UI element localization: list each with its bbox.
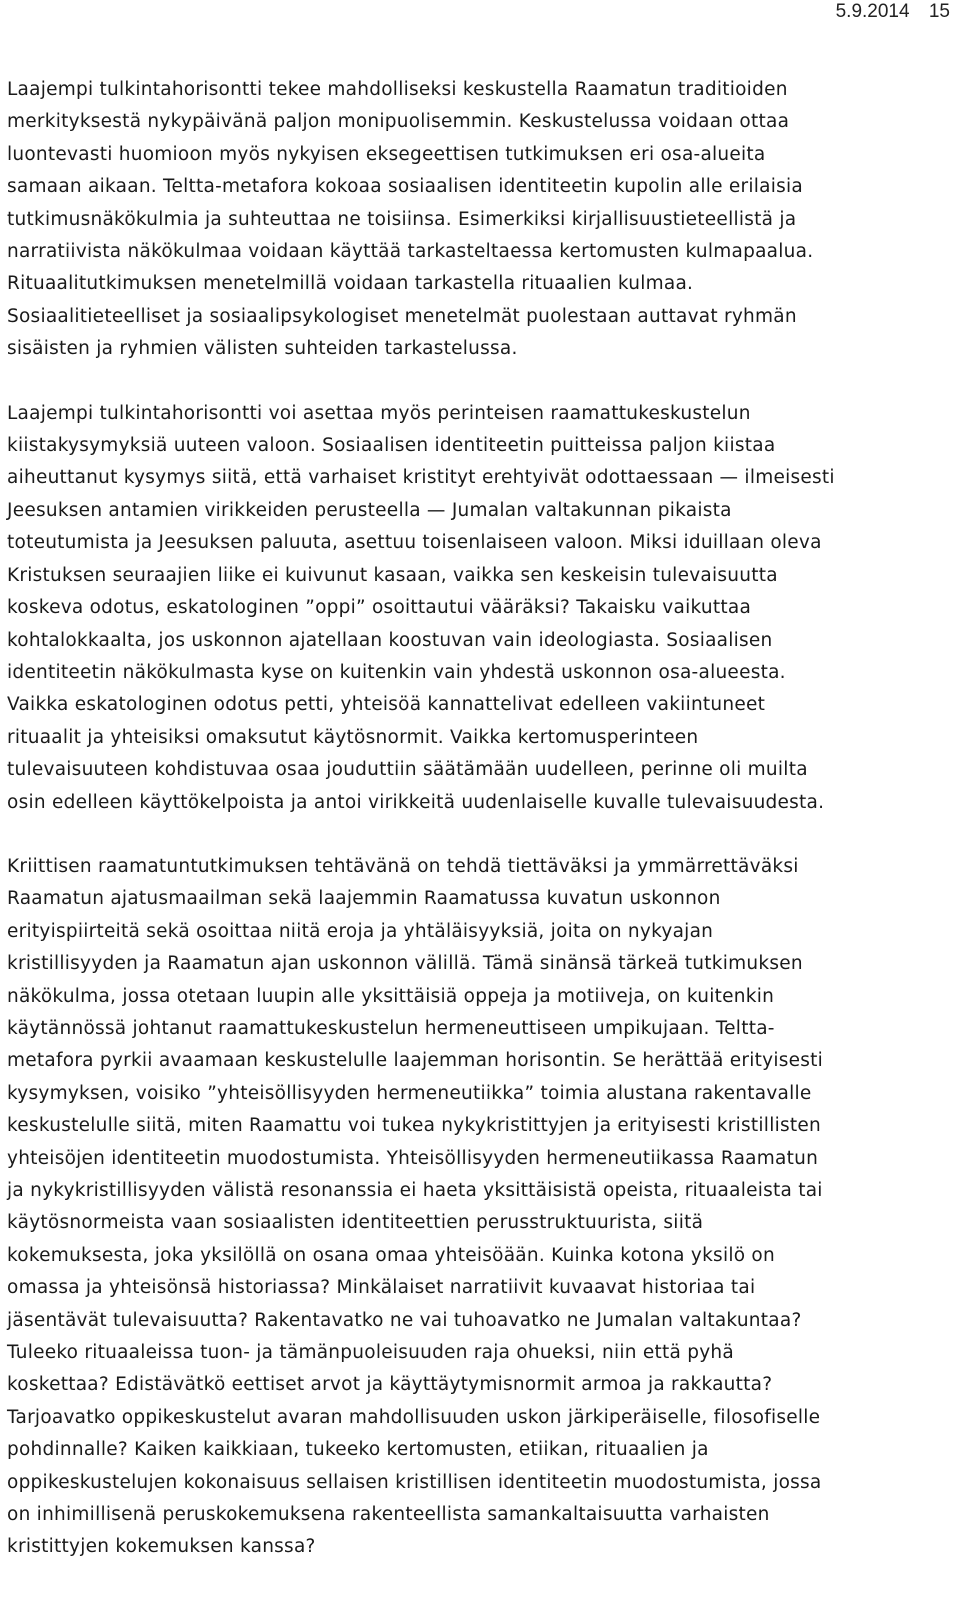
text-line: keskustelulle siitä, miten Raamattu voi tukea nykykristittyjen ja erityisesti kristillisten xyxy=(7,1115,821,1137)
text-line: aiheuttanut kysymys siitä, että varhaiset kristityt erehtyivät odottaessaan — ilmeisesti xyxy=(7,467,835,489)
paragraph-gap xyxy=(7,366,955,398)
text-line: kokemuksesta, joka yksilöllä on osana omaa yhteisöään. Kuinka kotona yksilö on xyxy=(7,1244,775,1266)
text-line: Raamatun ajatusmaailman sekä laajemmin Raamatussa kuvatun uskonnon xyxy=(7,888,721,910)
text-line: käytännössä johtanut raamattukeskustelun hermeneuttiseen umpikujaan. Teltta- xyxy=(7,1017,775,1039)
paragraph-2 xyxy=(7,398,955,819)
text-line: sisäisten ja ryhmien välisten suhteiden tarkastelussa. xyxy=(7,338,518,360)
text-line: kiistakysymyksiä uuteen valoon. Sosiaalisen identiteetin puitteissa paljon kiistaa xyxy=(7,435,776,457)
text-line: omassa ja yhteisönsä historiassa? Minkälaiset narratiivit kuvaavat historiaa tai xyxy=(7,1277,756,1299)
text-line: näkökulma, jossa otetaan luupin alle yksittäisiä oppeja ja motiiveja, on kuitenkin xyxy=(7,985,775,1007)
text-line: käytösnormeista vaan sosiaalisten identiteettien perusstruktuurista, siitä xyxy=(7,1212,704,1234)
text-line: luontevasti huomioon myös nykyisen eksegeettisen tutkimuksen eri osa-alueita xyxy=(7,143,766,165)
text-line: Tarjoavatko oppikeskustelut avaran mahdollisuuden uskon järkiperäiselle, filosofiselle xyxy=(7,1406,821,1428)
text-line: Kriittisen raamatuntutkimuksen tehtävänä on tehdä tiettäväksi ja ymmärrettäväksi xyxy=(7,855,799,877)
text-line: jäsentävät tulevaisuutta? Rakentavatko ne vai tuhoavatko ne Jumalan valtakuntaa? xyxy=(7,1309,802,1331)
text-line: merkityksestä nykypäivänä paljon monipuolisemmin. Keskustelussa voidaan ottaa xyxy=(7,111,790,133)
paragraph-3 xyxy=(7,851,955,1564)
text-line: metafora pyrkii avaamaan keskustelulle laajemman horisontin. Se herättää erityisesti xyxy=(7,1050,824,1072)
header-date: 5.9.2014 xyxy=(835,1,910,22)
document-body xyxy=(7,74,955,1564)
text-line: Vaikka eskatologinen odotus petti, yhteisöä kannattelivat edelleen vakiintuneet xyxy=(7,694,766,716)
text-line: Jeesuksen antamien virikkeiden perusteella — Jumalan valtakunnan pikaista xyxy=(7,499,732,521)
text-line: kysymyksen, voisiko ”yhteisöllisyyden hermeneutiikka” toimia alustana rakentavalle xyxy=(7,1082,812,1104)
text-line: osin edelleen käyttökelpoista ja antoi virikkeitä uudenlaiselle kuvalle tulevaisuudesta. xyxy=(7,791,825,813)
text-line: identiteetin näkökulmasta kyse on kuitenkin vain yhdestä uskonnon osa-alueesta. xyxy=(7,661,786,683)
text-line: oppikeskustelujen kokonaisuus sellaisen kristillisen identiteetin muodostumista, jossa xyxy=(7,1471,822,1493)
text-line: kohtalokkaalta, jos uskonnon ajatellaan koostuvan vain ideologiasta. Sosiaalisen xyxy=(7,629,773,651)
text-line: Rituaalitutkimuksen menetelmillä voidaan tarkastella rituaalien kulmaa. xyxy=(7,273,694,295)
text-line: kristittyjen kokemuksen kanssa? xyxy=(7,1536,316,1558)
text-line: tutkimusnäkökulmia ja suhteuttaa ne toisiinsa. Esimerkiksi kirjallisuustieteellistä ja xyxy=(7,208,797,230)
paragraph-1 xyxy=(7,74,955,366)
text-line: Sosiaalitieteelliset ja sosiaalipsykologiset menetelmät puolestaan auttavat ryhmän xyxy=(7,305,797,327)
text-line: on inhimillisenä peruskokemuksena rakenteellista samankaltaisuutta varhaisten xyxy=(7,1504,770,1526)
text-line: Laajempi tulkintahorisontti tekee mahdolliseksi keskustella Raamatun traditioiden xyxy=(7,79,788,100)
page-header xyxy=(836,0,950,26)
text-line: ja nykykristillisyyden välistä resonanssia ei haeta yksittäisistä opeista, rituaaleista tai xyxy=(7,1180,823,1201)
text-line: Laajempi tulkintahorisontti voi asettaa myös perinteisen raamattukeskustelun xyxy=(7,402,751,424)
text-line: erityispiirteitä sekä osoittaa niitä eroja ja yhtäläisyyksiä, joita on nykyajan xyxy=(7,920,714,942)
text-line: narratiivista näkökulmaa voidaan käyttää tarkasteltaessa kertomusten kulmapaalua. xyxy=(7,241,814,263)
text-line: rituaalit ja yhteisiksi omaksutut käytösnormit. Vaikka kertomusperinteen xyxy=(7,726,699,748)
text-line: samaan aikaan. Teltta-metafora kokoaa sosiaalisen identiteetin kupolin alle erilaisia xyxy=(7,176,803,198)
text-line: tulevaisuuteen kohdistuvaa osaa jouduttiin säätämään uudelleen, perinne oli muilta xyxy=(7,759,808,781)
text-line: kristillisyyden ja Raamatun ajan uskonnon välillä. Tämä sinänsä tärkeä tutkimuksen xyxy=(7,953,803,975)
text-line: Kristuksen seuraajien liike ei kuivunut kasaan, vaikka sen keskeisin tulevaisuutta xyxy=(7,564,778,586)
text-line: toteutumista ja Jeesuksen paluuta, asettuu toisenlaiseen valoon. Miksi iduillaan oleva xyxy=(7,532,822,554)
page-number: 15 xyxy=(928,1,950,22)
text-line: yhteisöjen identiteetin muodostumista. Yhteisöllisyyden hermeneutiikassa Raamatun xyxy=(7,1147,819,1169)
text-line: koskettaa? Edistävätkö eettiset arvot ja käyttäytymisnormit armoa ja rakkautta? xyxy=(7,1374,773,1396)
paragraph-gap xyxy=(7,819,955,851)
text-line: koskeva odotus, eskatologinen ”oppi” osoittautui vääräksi? Takaisku vaikuttaa xyxy=(7,597,752,619)
text-line: pohdinnalle? Kaiken kaikkiaan, tukeeko kertomusten, etiikan, rituaalien ja xyxy=(7,1439,709,1461)
text-line: Tuleeko rituaaleissa tuon- ja tämänpuoleisuuden raja ohueksi, niin että pyhä xyxy=(7,1342,734,1364)
